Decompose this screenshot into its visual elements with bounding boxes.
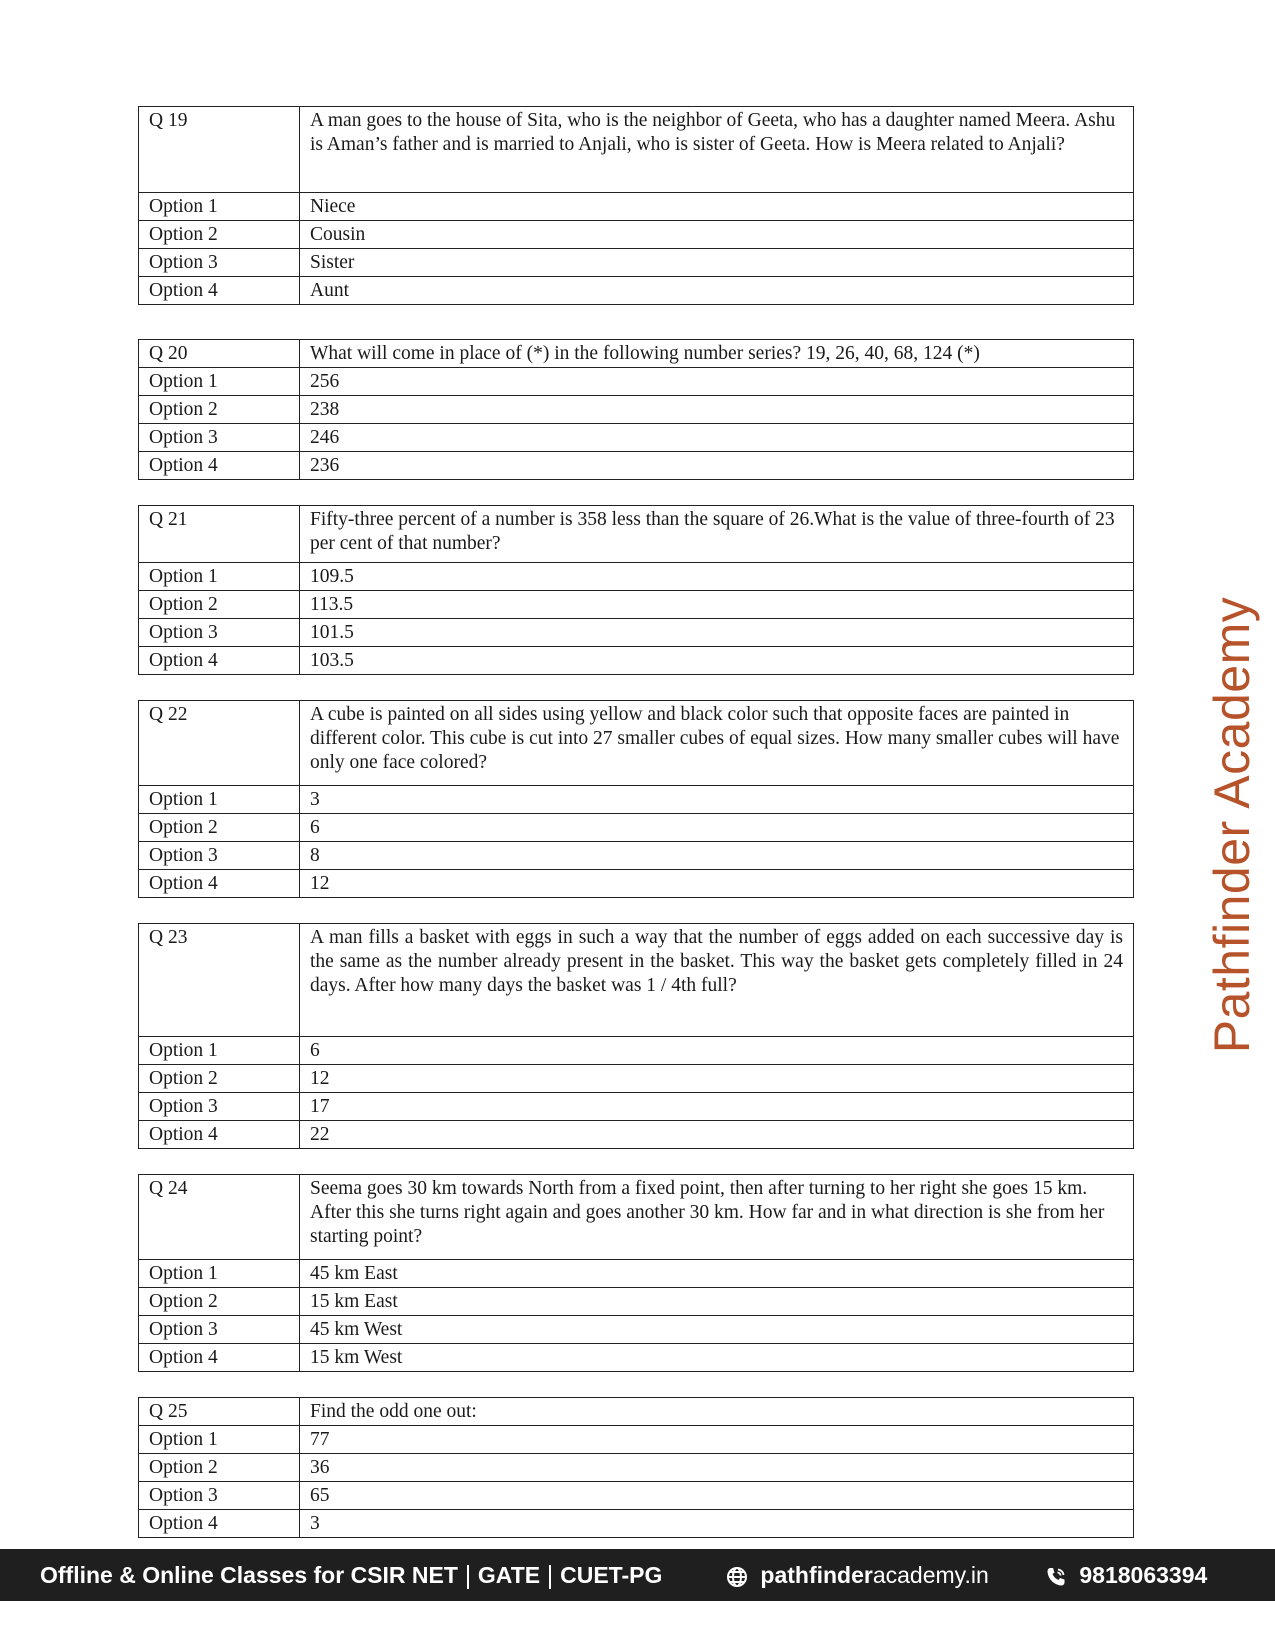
option-value: 12: [300, 870, 1134, 898]
option-row: [139, 1454, 1134, 1482]
option-label: Option 3: [139, 619, 300, 647]
option-value: 256: [300, 368, 1134, 396]
option-row: [139, 277, 1134, 305]
question-row: [139, 506, 1134, 563]
question-number: Q 23: [139, 924, 300, 1037]
option-value: 3: [300, 1510, 1134, 1538]
option-value: 236: [300, 452, 1134, 480]
question-table: [138, 339, 1134, 480]
option-label: Option 4: [139, 1344, 300, 1372]
option-value: 45 km East: [300, 1260, 1134, 1288]
option-value: 109.5: [300, 563, 1134, 591]
question-table: [138, 1397, 1134, 1538]
option-label: Option 4: [139, 1510, 300, 1538]
option-label: Option 3: [139, 842, 300, 870]
divider: [467, 1565, 469, 1589]
option-label: Option 2: [139, 396, 300, 424]
option-value: 15 km East: [300, 1288, 1134, 1316]
question-number: Q 19: [139, 107, 300, 193]
option-value: 103.5: [300, 647, 1134, 675]
option-label: Option 2: [139, 1454, 300, 1482]
option-label: Option 3: [139, 1316, 300, 1344]
question-text: Fifty-three percent of a number is 358 less than the square of 26.What is the value of three-fourth of 23 per cent of that number?: [300, 506, 1134, 563]
option-value: 22: [300, 1121, 1134, 1149]
divider: [549, 1565, 551, 1589]
option-row: [139, 842, 1134, 870]
option-label: Option 1: [139, 1426, 300, 1454]
phone-link[interactable]: [1045, 1549, 1207, 1601]
option-label: Option 1: [139, 563, 300, 591]
option-label: Option 2: [139, 591, 300, 619]
question-text: Seema goes 30 km towards North from a fixed point, then after turning to her right she goes 15 km. After this she turns right again and goes another 30 km. How far and in what direction is she from her starting point?: [300, 1175, 1134, 1260]
option-row: [139, 193, 1134, 221]
option-value: 113.5: [300, 591, 1134, 619]
option-row: [139, 1037, 1134, 1065]
footer-tagline-group: [40, 1549, 662, 1601]
question-number: Q 21: [139, 506, 300, 563]
option-row: [139, 221, 1134, 249]
option-value: Cousin: [300, 221, 1134, 249]
option-label: Option 4: [139, 647, 300, 675]
question-row: [139, 701, 1134, 786]
website-rest: academy.in: [872, 1562, 989, 1588]
option-row: [139, 1260, 1134, 1288]
option-label: Option 3: [139, 1093, 300, 1121]
option-value: Sister: [300, 249, 1134, 277]
website-link[interactable]: [726, 1549, 989, 1601]
footer-exam-gate: GATE: [477, 1562, 541, 1588]
option-value: 3: [300, 786, 1134, 814]
question-number: Q 22: [139, 701, 300, 786]
question-table: [138, 505, 1134, 675]
option-value: Aunt: [300, 277, 1134, 305]
option-value: 65: [300, 1482, 1134, 1510]
option-row: [139, 424, 1134, 452]
question-text: A cube is painted on all sides using yellow and black color such that opposite faces are painted in different color. This cube is cut into 27 smaller cubes of equal sizes. How many smaller cubes will have only one face colored?: [300, 701, 1134, 786]
option-value: 6: [300, 1037, 1134, 1065]
option-row: [139, 563, 1134, 591]
option-row: [139, 1065, 1134, 1093]
question-table: [138, 700, 1134, 898]
option-label: Option 3: [139, 1482, 300, 1510]
option-row: [139, 619, 1134, 647]
option-label: Option 4: [139, 1121, 300, 1149]
option-row: [139, 1288, 1134, 1316]
option-value: 8: [300, 842, 1134, 870]
option-value: 17: [300, 1093, 1134, 1121]
question-table: [138, 923, 1134, 1149]
phone-number: 9818063394: [1079, 1562, 1208, 1588]
option-row: [139, 814, 1134, 842]
option-value: 238: [300, 396, 1134, 424]
option-row: [139, 368, 1134, 396]
option-row: [139, 249, 1134, 277]
question-text: A man fills a basket with eggs in such a way that the number of eggs added on each successive day is the same as the number already present in the basket. This way the basket gets completely filled in 24 days. After how many days the basket was 1 / 4th full?: [300, 924, 1134, 1037]
option-label: Option 4: [139, 452, 300, 480]
question-text: Find the odd one out:: [300, 1398, 1134, 1426]
footer-bar: [0, 1549, 1275, 1601]
question-number: Q 20: [139, 340, 300, 368]
option-row: [139, 396, 1134, 424]
question-number: Q 24: [139, 1175, 300, 1260]
option-value: Niece: [300, 193, 1134, 221]
globe-icon: [726, 1562, 754, 1588]
option-row: [139, 870, 1134, 898]
option-row: [139, 1482, 1134, 1510]
option-row: [139, 1510, 1134, 1538]
question-number: Q 25: [139, 1398, 300, 1426]
question-row: [139, 924, 1134, 1037]
option-value: 6: [300, 814, 1134, 842]
option-row: [139, 591, 1134, 619]
question-text: A man goes to the house of Sita, who is the neighbor of Geeta, who has a daughter named Meera. Ashu is Aman’s father and is married to Anjali, who is sister of Geeta. How is Meera related to Anjali?: [300, 107, 1134, 193]
question-row: [139, 107, 1134, 193]
phone-icon: [1045, 1562, 1073, 1588]
option-value: 15 km West: [300, 1344, 1134, 1372]
option-label: Option 3: [139, 424, 300, 452]
option-label: Option 1: [139, 368, 300, 396]
option-row: [139, 1316, 1134, 1344]
question-table: [138, 106, 1134, 305]
option-label: Option 2: [139, 1065, 300, 1093]
option-value: 36: [300, 1454, 1134, 1482]
question-row: [139, 1175, 1134, 1260]
option-row: [139, 647, 1134, 675]
option-value: 12: [300, 1065, 1134, 1093]
question-row: [139, 340, 1134, 368]
footer-exam-cuet: CUET-PG: [560, 1562, 663, 1588]
question-table: [138, 1174, 1134, 1372]
option-label: Option 1: [139, 193, 300, 221]
question-row: [139, 1398, 1134, 1426]
option-label: Option 3: [139, 249, 300, 277]
option-label: Option 2: [139, 221, 300, 249]
option-label: Option 2: [139, 1288, 300, 1316]
option-label: Option 1: [139, 786, 300, 814]
option-label: Option 4: [139, 277, 300, 305]
option-row: [139, 1093, 1134, 1121]
option-row: [139, 786, 1134, 814]
option-value: 246: [300, 424, 1134, 452]
question-text: What will come in place of (*) in the following number series? 19, 26, 40, 68, 124 (*): [300, 340, 1134, 368]
option-label: Option 2: [139, 814, 300, 842]
option-label: Option 4: [139, 870, 300, 898]
option-value: 45 km West: [300, 1316, 1134, 1344]
option-row: [139, 1426, 1134, 1454]
option-label: Option 1: [139, 1260, 300, 1288]
option-label: Option 1: [139, 1037, 300, 1065]
watermark-text: Pathfinder Academy: [1204, 596, 1260, 1054]
website-bold: pathfinder: [760, 1562, 873, 1588]
option-row: [139, 1344, 1134, 1372]
footer-tagline: Offline & Online Classes for CSIR NET: [40, 1562, 458, 1588]
option-row: [139, 452, 1134, 480]
option-value: 77: [300, 1426, 1134, 1454]
option-value: 101.5: [300, 619, 1134, 647]
option-row: [139, 1121, 1134, 1149]
